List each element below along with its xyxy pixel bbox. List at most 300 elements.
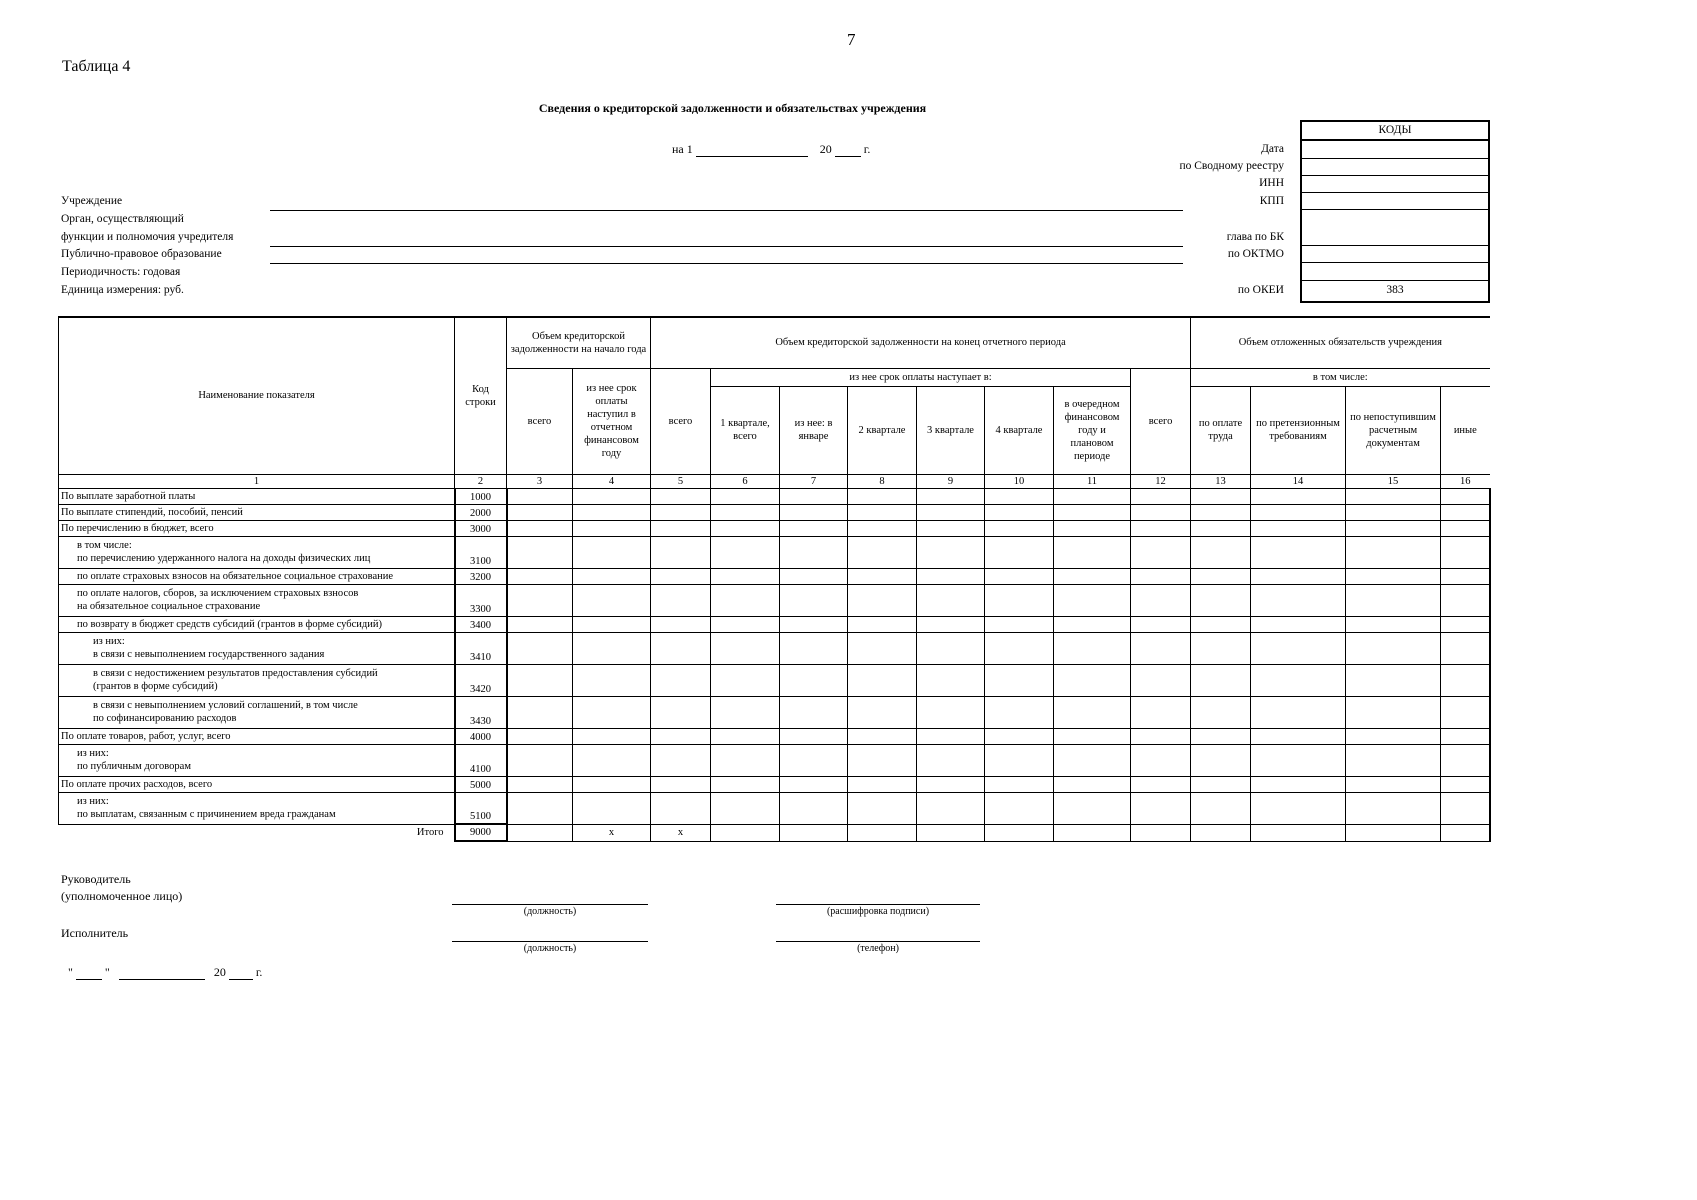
value-cell-col-13[interactable] xyxy=(1191,568,1251,584)
value-cell-col-11[interactable] xyxy=(1054,632,1131,664)
value-cell-col-14[interactable] xyxy=(1251,616,1346,632)
registry-code-label: по Сводному реестру xyxy=(1179,160,1284,172)
value-cell-col-5[interactable] xyxy=(651,776,711,792)
value-cell-col-4[interactable] xyxy=(573,744,651,776)
value-cell-col-15[interactable] xyxy=(1346,536,1441,568)
head-decode-caption: (расшифровка подписи) xyxy=(826,906,930,917)
value-cell-col-8[interactable] xyxy=(848,728,917,744)
value-cell-col-9[interactable] xyxy=(917,568,985,584)
row-name: По перечислению в бюджет, всего xyxy=(61,522,214,534)
value-cell-col-9[interactable] xyxy=(917,632,985,664)
value-cell-col-3[interactable] xyxy=(507,744,573,776)
sig-year-field[interactable] xyxy=(229,966,253,980)
value-cell-col-11[interactable] xyxy=(1054,792,1131,824)
value-cell-col-5[interactable] xyxy=(651,728,711,744)
value-cell-col-16[interactable] xyxy=(1441,520,1490,536)
row-name-line2: (грантов в форме субсидий) xyxy=(93,681,218,692)
value-cell-col-10[interactable] xyxy=(985,616,1054,632)
value-cell-col-15[interactable] xyxy=(1346,616,1441,632)
value-cell-col-4[interactable] xyxy=(573,520,651,536)
value-cell-col-10[interactable] xyxy=(985,792,1054,824)
value-cell-col-13[interactable] xyxy=(1191,536,1251,568)
value-cell-col-13[interactable] xyxy=(1191,776,1251,792)
value-cell-col-4[interactable] xyxy=(573,616,651,632)
value-cell-col-12[interactable] xyxy=(1131,616,1191,632)
value-cell-col-16[interactable] xyxy=(1441,568,1490,584)
date-year-prefix: 20 xyxy=(819,142,832,156)
date-quote-open: " xyxy=(68,965,73,979)
value-cell-col-16[interactable] xyxy=(1441,632,1490,664)
value-cell-col-15[interactable] xyxy=(1346,504,1441,520)
value-cell-col-7[interactable] xyxy=(780,616,848,632)
column-number-1: 1 xyxy=(59,474,455,488)
value-cell-col-6[interactable] xyxy=(711,584,780,616)
value-cell-col-10[interactable] xyxy=(985,664,1054,696)
column-number-6: 6 xyxy=(711,474,780,488)
okei-code-label: по ОКЕИ xyxy=(1237,284,1284,296)
header-other: иные xyxy=(1441,386,1490,474)
value-cell-col-6[interactable] xyxy=(711,520,780,536)
value-cell-col-15[interactable] xyxy=(1346,568,1441,584)
value-cell-col-13[interactable] xyxy=(1191,728,1251,744)
head-position-caption: (должность) xyxy=(523,906,577,917)
value-cell-col-13[interactable] xyxy=(1191,584,1251,616)
column-number-8: 8 xyxy=(848,474,917,488)
value-cell-col-14[interactable] xyxy=(1251,696,1346,728)
value-cell-col-4[interactable] xyxy=(573,504,651,520)
institution-field[interactable] xyxy=(270,210,1183,211)
value-cell-col-13[interactable] xyxy=(1191,664,1251,696)
total-label: Итого xyxy=(59,824,455,841)
value-cell-col-7[interactable] xyxy=(780,776,848,792)
value-cell-col-16[interactable] xyxy=(1441,488,1490,504)
value-cell-col-12[interactable] xyxy=(1131,520,1191,536)
table-row xyxy=(59,568,1490,584)
value-cell-col-3[interactable] xyxy=(507,520,573,536)
value-cell-col-4[interactable] xyxy=(573,664,651,696)
value-cell-col-5[interactable] xyxy=(651,536,711,568)
row-name-cell xyxy=(59,584,455,616)
value-cell-col-13[interactable] xyxy=(1191,520,1251,536)
sig-year-prefix: 20 xyxy=(213,965,226,979)
value-cell-col-12[interactable] xyxy=(1131,728,1191,744)
value-cell-col-5[interactable] xyxy=(651,792,711,824)
unit-label: Единица измерения: руб. xyxy=(61,284,184,296)
value-cell-col-11[interactable] xyxy=(1054,488,1131,504)
value-cell-col-10[interactable] xyxy=(985,488,1054,504)
value-cell-col-8[interactable] xyxy=(848,696,917,728)
code-kpp-field[interactable] xyxy=(1302,192,1488,210)
value-cell-col-16[interactable] xyxy=(1441,504,1490,520)
value-cell-col-11[interactable] xyxy=(1054,584,1131,616)
value-cell-col-11[interactable] xyxy=(1054,664,1131,696)
value-cell-col-11[interactable] xyxy=(1054,744,1131,776)
value-cell-col-14[interactable] xyxy=(1251,488,1346,504)
value-cell-col-7[interactable] xyxy=(780,792,848,824)
kpp-code-label: КПП xyxy=(1259,195,1284,207)
value-cell-col-12[interactable] xyxy=(1131,488,1191,504)
value-cell-col-3[interactable] xyxy=(507,568,573,584)
value-cell-col-15[interactable] xyxy=(1346,744,1441,776)
row-name-cell xyxy=(59,728,455,744)
codes-box xyxy=(1300,120,1492,305)
value-cell-col-4[interactable] xyxy=(573,792,651,824)
value-cell-col-9[interactable] xyxy=(917,728,985,744)
value-cell-col-6[interactable] xyxy=(711,744,780,776)
header-january: из нее: в январе xyxy=(780,386,848,474)
value-cell-col-11[interactable] xyxy=(1054,520,1131,536)
value-cell-col-9[interactable] xyxy=(917,792,985,824)
row-name-cell xyxy=(59,488,455,504)
value-cell-col-3[interactable] xyxy=(507,664,573,696)
value-cell-col-7[interactable] xyxy=(780,536,848,568)
value-cell-col-7[interactable] xyxy=(780,488,848,504)
value-cell-col-3[interactable] xyxy=(507,488,573,504)
head-signature-decode-field[interactable] xyxy=(776,904,980,905)
value-cell-col-16[interactable] xyxy=(1441,664,1490,696)
founder-field[interactable] xyxy=(270,246,1183,247)
value-cell-col-8[interactable] xyxy=(848,504,917,520)
total-value-cell-col-12[interactable] xyxy=(1131,824,1191,841)
value-cell-col-9[interactable] xyxy=(917,616,985,632)
table-row xyxy=(59,792,1490,824)
page-number: 7 xyxy=(847,30,856,49)
value-cell-col-12[interactable] xyxy=(1131,696,1191,728)
value-cell-col-8[interactable] xyxy=(848,536,917,568)
row-code: 3100 xyxy=(455,536,507,568)
value-cell-col-9[interactable] xyxy=(917,584,985,616)
code-registry-field[interactable] xyxy=(1302,158,1488,176)
value-cell-col-15[interactable] xyxy=(1346,632,1441,664)
value-cell-col-6[interactable] xyxy=(711,728,780,744)
total-value-cell-col-3[interactable] xyxy=(507,824,573,841)
row-name: из них: xyxy=(77,796,109,807)
value-cell-col-14[interactable] xyxy=(1251,568,1346,584)
value-cell-col-15[interactable] xyxy=(1346,664,1441,696)
value-cell-col-14[interactable] xyxy=(1251,664,1346,696)
value-cell-col-10[interactable] xyxy=(985,728,1054,744)
value-cell-col-11[interactable] xyxy=(1054,504,1131,520)
value-cell-col-8[interactable] xyxy=(848,632,917,664)
table-row xyxy=(59,632,1490,664)
value-cell-col-6[interactable] xyxy=(711,696,780,728)
value-cell-col-8[interactable] xyxy=(848,744,917,776)
value-cell-col-16[interactable] xyxy=(1441,616,1490,632)
value-cell-col-6[interactable] xyxy=(711,488,780,504)
value-cell-col-9[interactable] xyxy=(917,664,985,696)
value-cell-col-3[interactable] xyxy=(507,728,573,744)
sig-month-field[interactable] xyxy=(119,966,205,980)
value-cell-col-12[interactable] xyxy=(1131,744,1191,776)
value-cell-col-15[interactable] xyxy=(1346,696,1441,728)
row-code: 3410 xyxy=(455,632,507,664)
value-cell-col-15[interactable] xyxy=(1346,776,1441,792)
value-cell-col-10[interactable] xyxy=(985,776,1054,792)
value-cell-col-11[interactable] xyxy=(1054,776,1131,792)
value-cell-col-3[interactable] xyxy=(507,584,573,616)
header-wage: по оплате труда xyxy=(1191,386,1251,474)
value-cell-col-6[interactable] xyxy=(711,776,780,792)
value-cell-col-9[interactable] xyxy=(917,520,985,536)
value-cell-col-4[interactable] xyxy=(573,488,651,504)
value-cell-col-6[interactable] xyxy=(711,568,780,584)
oktmo-code-label: по ОКТМО xyxy=(1227,248,1284,260)
value-cell-col-9[interactable] xyxy=(917,776,985,792)
executor-label: Исполнитель xyxy=(61,926,129,940)
value-cell-col-16[interactable] xyxy=(1441,728,1490,744)
value-cell-col-10[interactable] xyxy=(985,696,1054,728)
value-cell-col-15[interactable] xyxy=(1346,792,1441,824)
value-cell-col-13[interactable] xyxy=(1191,696,1251,728)
total-value-cell-col-8[interactable] xyxy=(848,824,917,841)
institution-label: Учреждение xyxy=(61,195,123,207)
value-cell-col-7[interactable] xyxy=(780,696,848,728)
code-inn-field[interactable] xyxy=(1302,175,1488,193)
value-cell-col-8[interactable] xyxy=(848,568,917,584)
total-value-cell-col-11[interactable] xyxy=(1054,824,1131,841)
value-cell-col-9[interactable] xyxy=(917,744,985,776)
payables-table xyxy=(58,316,1490,842)
value-cell-col-8[interactable] xyxy=(848,488,917,504)
value-cell-col-3[interactable] xyxy=(507,776,573,792)
value-cell-col-3[interactable] xyxy=(507,616,573,632)
value-cell-col-10[interactable] xyxy=(985,520,1054,536)
value-cell-col-15[interactable] xyxy=(1346,520,1441,536)
value-cell-col-8[interactable] xyxy=(848,776,917,792)
value-cell-col-8[interactable] xyxy=(848,616,917,632)
inn-code-label: ИНН xyxy=(1259,177,1284,189)
value-cell-col-4[interactable] xyxy=(573,568,651,584)
value-cell-col-14[interactable] xyxy=(1251,520,1346,536)
value-cell-col-13[interactable] xyxy=(1191,504,1251,520)
value-cell-col-5[interactable] xyxy=(651,616,711,632)
row-code: 1000 xyxy=(455,488,507,504)
value-cell-col-12[interactable] xyxy=(1131,632,1191,664)
total-value-cell-col-7[interactable] xyxy=(780,824,848,841)
value-cell-col-5[interactable] xyxy=(651,632,711,664)
value-cell-col-7[interactable] xyxy=(780,664,848,696)
date-year-field[interactable] xyxy=(835,143,861,157)
total-row xyxy=(59,824,1490,841)
value-cell-col-4[interactable] xyxy=(573,632,651,664)
value-cell-col-5[interactable] xyxy=(651,696,711,728)
codes-header: КОДЫ xyxy=(1300,120,1490,139)
value-cell-col-12[interactable] xyxy=(1131,536,1191,568)
code-okei-value: 383 xyxy=(1302,280,1488,300)
value-cell-col-6[interactable] xyxy=(711,792,780,824)
header-begin-total: всего xyxy=(507,368,573,474)
total-value-cell-col-9[interactable] xyxy=(917,824,985,841)
column-number-12: 12 xyxy=(1131,474,1191,488)
value-cell-col-8[interactable] xyxy=(848,520,917,536)
row-name-line2: по выплатам, связанным с причинением вреда гражданам xyxy=(77,809,336,820)
value-cell-col-11[interactable] xyxy=(1054,728,1131,744)
value-cell-col-3[interactable] xyxy=(507,792,573,824)
value-cell-col-6[interactable] xyxy=(711,616,780,632)
value-cell-col-15[interactable] xyxy=(1346,488,1441,504)
value-cell-col-3[interactable] xyxy=(507,536,573,568)
code-date-field[interactable] xyxy=(1302,141,1488,158)
header-q2: 2 квартале xyxy=(848,386,917,474)
value-cell-col-8[interactable] xyxy=(848,584,917,616)
row-code: 2000 xyxy=(455,504,507,520)
value-cell-col-7[interactable] xyxy=(780,728,848,744)
value-cell-col-6[interactable] xyxy=(711,664,780,696)
date-day-month-field[interactable] xyxy=(696,143,808,157)
value-cell-col-8[interactable] xyxy=(848,664,917,696)
value-cell-col-10[interactable] xyxy=(985,536,1054,568)
column-number-2: 2 xyxy=(455,474,507,488)
value-cell-col-3[interactable] xyxy=(507,504,573,520)
value-cell-col-7[interactable] xyxy=(780,520,848,536)
value-cell-col-12[interactable] xyxy=(1131,584,1191,616)
value-cell-col-10[interactable] xyxy=(985,632,1054,664)
value-cell-col-7[interactable] xyxy=(780,584,848,616)
table-row xyxy=(59,504,1490,520)
row-code: 5000 xyxy=(455,776,507,792)
row-name-line2: в связи с невыполнением государственного задания xyxy=(93,649,325,660)
public-entity-label: Публично-правовое образование xyxy=(61,248,222,260)
value-cell-col-5[interactable] xyxy=(651,520,711,536)
value-cell-col-7[interactable] xyxy=(780,504,848,520)
value-cell-col-14[interactable] xyxy=(1251,584,1346,616)
value-cell-col-11[interactable] xyxy=(1054,568,1131,584)
value-cell-col-13[interactable] xyxy=(1191,616,1251,632)
value-cell-col-13[interactable] xyxy=(1191,744,1251,776)
value-cell-col-5[interactable] xyxy=(651,664,711,696)
row-name: по оплате страховых взносов на обязательное социальное страхование xyxy=(77,570,394,582)
value-cell-col-9[interactable] xyxy=(917,536,985,568)
value-cell-col-10[interactable] xyxy=(985,584,1054,616)
value-cell-col-7[interactable] xyxy=(780,744,848,776)
value-cell-col-16[interactable] xyxy=(1441,536,1490,568)
sig-day-field[interactable] xyxy=(76,966,102,980)
value-cell-col-12[interactable] xyxy=(1131,504,1191,520)
value-cell-col-4[interactable] xyxy=(573,696,651,728)
value-cell-col-10[interactable] xyxy=(985,744,1054,776)
value-cell-col-5[interactable] xyxy=(651,488,711,504)
value-cell-col-13[interactable] xyxy=(1191,632,1251,664)
value-cell-col-6[interactable] xyxy=(711,536,780,568)
row-code: 4000 xyxy=(455,728,507,744)
column-numbers-row xyxy=(59,474,1490,488)
executor-position-field[interactable] xyxy=(452,941,648,942)
value-cell-col-14[interactable] xyxy=(1251,632,1346,664)
value-cell-col-5[interactable] xyxy=(651,744,711,776)
value-cell-col-12[interactable] xyxy=(1131,792,1191,824)
value-cell-col-12[interactable] xyxy=(1131,568,1191,584)
table-row xyxy=(59,728,1490,744)
value-cell-col-5[interactable] xyxy=(651,584,711,616)
table-row xyxy=(59,488,1490,504)
row-name-cell xyxy=(59,568,455,584)
value-cell-col-13[interactable] xyxy=(1191,792,1251,824)
value-cell-col-14[interactable] xyxy=(1251,776,1346,792)
table-row xyxy=(59,520,1490,536)
total-value-cell-col-14[interactable] xyxy=(1251,824,1346,841)
total-value-cell-col-13[interactable] xyxy=(1191,824,1251,841)
row-name-cell xyxy=(59,616,455,632)
value-cell-col-3[interactable] xyxy=(507,696,573,728)
value-cell-col-11[interactable] xyxy=(1054,696,1131,728)
executor-phone-field[interactable] xyxy=(776,941,980,942)
value-cell-col-14[interactable] xyxy=(1251,504,1346,520)
bk-code-label: глава по БК xyxy=(1226,231,1284,243)
total-value-cell-col-16[interactable] xyxy=(1441,824,1490,841)
head-label-line1: Руководитель xyxy=(61,872,131,886)
code-bk-field[interactable] xyxy=(1302,209,1488,246)
value-cell-col-14[interactable] xyxy=(1251,536,1346,568)
value-cell-col-9[interactable] xyxy=(917,696,985,728)
value-cell-col-12[interactable] xyxy=(1131,664,1191,696)
value-cell-col-7[interactable] xyxy=(780,568,848,584)
value-cell-col-9[interactable] xyxy=(917,488,985,504)
column-number-10: 10 xyxy=(985,474,1054,488)
value-cell-col-16[interactable] xyxy=(1441,744,1490,776)
value-cell-col-5[interactable] xyxy=(651,568,711,584)
value-cell-col-11[interactable] xyxy=(1054,616,1131,632)
code-oktmo-field[interactable] xyxy=(1302,245,1488,263)
head-position-field[interactable] xyxy=(452,904,648,905)
row-name-cell xyxy=(59,744,455,776)
code-empty-field[interactable] xyxy=(1302,262,1488,281)
value-cell-col-16[interactable] xyxy=(1441,776,1490,792)
value-cell-col-6[interactable] xyxy=(711,632,780,664)
row-name-line2: по софинансированию расходов xyxy=(93,713,237,724)
public-entity-field[interactable] xyxy=(270,263,1183,264)
value-cell-col-14[interactable] xyxy=(1251,792,1346,824)
total-value-cell-col-15[interactable] xyxy=(1346,824,1441,841)
value-cell-col-15[interactable] xyxy=(1346,584,1441,616)
value-cell-col-10[interactable] xyxy=(985,504,1054,520)
value-cell-col-9[interactable] xyxy=(917,504,985,520)
total-value-cell-col-10[interactable] xyxy=(985,824,1054,841)
header-row-code: Код строки xyxy=(455,317,507,474)
header-claims: по претензионным требованиям xyxy=(1251,386,1346,474)
value-cell-col-4[interactable] xyxy=(573,536,651,568)
value-cell-col-16[interactable] xyxy=(1441,584,1490,616)
row-code: 3420 xyxy=(455,664,507,696)
value-cell-col-10[interactable] xyxy=(985,568,1054,584)
value-cell-col-4[interactable] xyxy=(573,728,651,744)
value-cell-col-12[interactable] xyxy=(1131,776,1191,792)
founder-label-line1: Орган, осуществляющий xyxy=(61,213,184,225)
value-cell-col-15[interactable] xyxy=(1346,728,1441,744)
value-cell-col-13[interactable] xyxy=(1191,488,1251,504)
value-cell-col-14[interactable] xyxy=(1251,728,1346,744)
value-cell-col-14[interactable] xyxy=(1251,744,1346,776)
total-value-cell-col-6[interactable] xyxy=(711,824,780,841)
value-cell-col-5[interactable] xyxy=(651,504,711,520)
value-cell-col-4[interactable] xyxy=(573,776,651,792)
header-deferred: Объем отложенных обязательств учреждения xyxy=(1191,317,1490,368)
value-cell-col-3[interactable] xyxy=(507,632,573,664)
value-cell-col-4[interactable] xyxy=(573,584,651,616)
total-x-mark: x xyxy=(573,824,651,841)
value-cell-col-16[interactable] xyxy=(1441,792,1490,824)
value-cell-col-16[interactable] xyxy=(1441,696,1490,728)
value-cell-col-8[interactable] xyxy=(848,792,917,824)
value-cell-col-6[interactable] xyxy=(711,504,780,520)
total-code: 9000 xyxy=(455,824,507,841)
date-prefix: на 1 xyxy=(672,142,693,156)
column-number-11: 11 xyxy=(1054,474,1131,488)
header-end-period: Объем кредиторской задолженности на конец отчетного периода xyxy=(651,317,1191,368)
column-number-13: 13 xyxy=(1191,474,1251,488)
value-cell-col-11[interactable] xyxy=(1054,536,1131,568)
value-cell-col-7[interactable] xyxy=(780,632,848,664)
row-name: в том числе: xyxy=(77,540,132,551)
